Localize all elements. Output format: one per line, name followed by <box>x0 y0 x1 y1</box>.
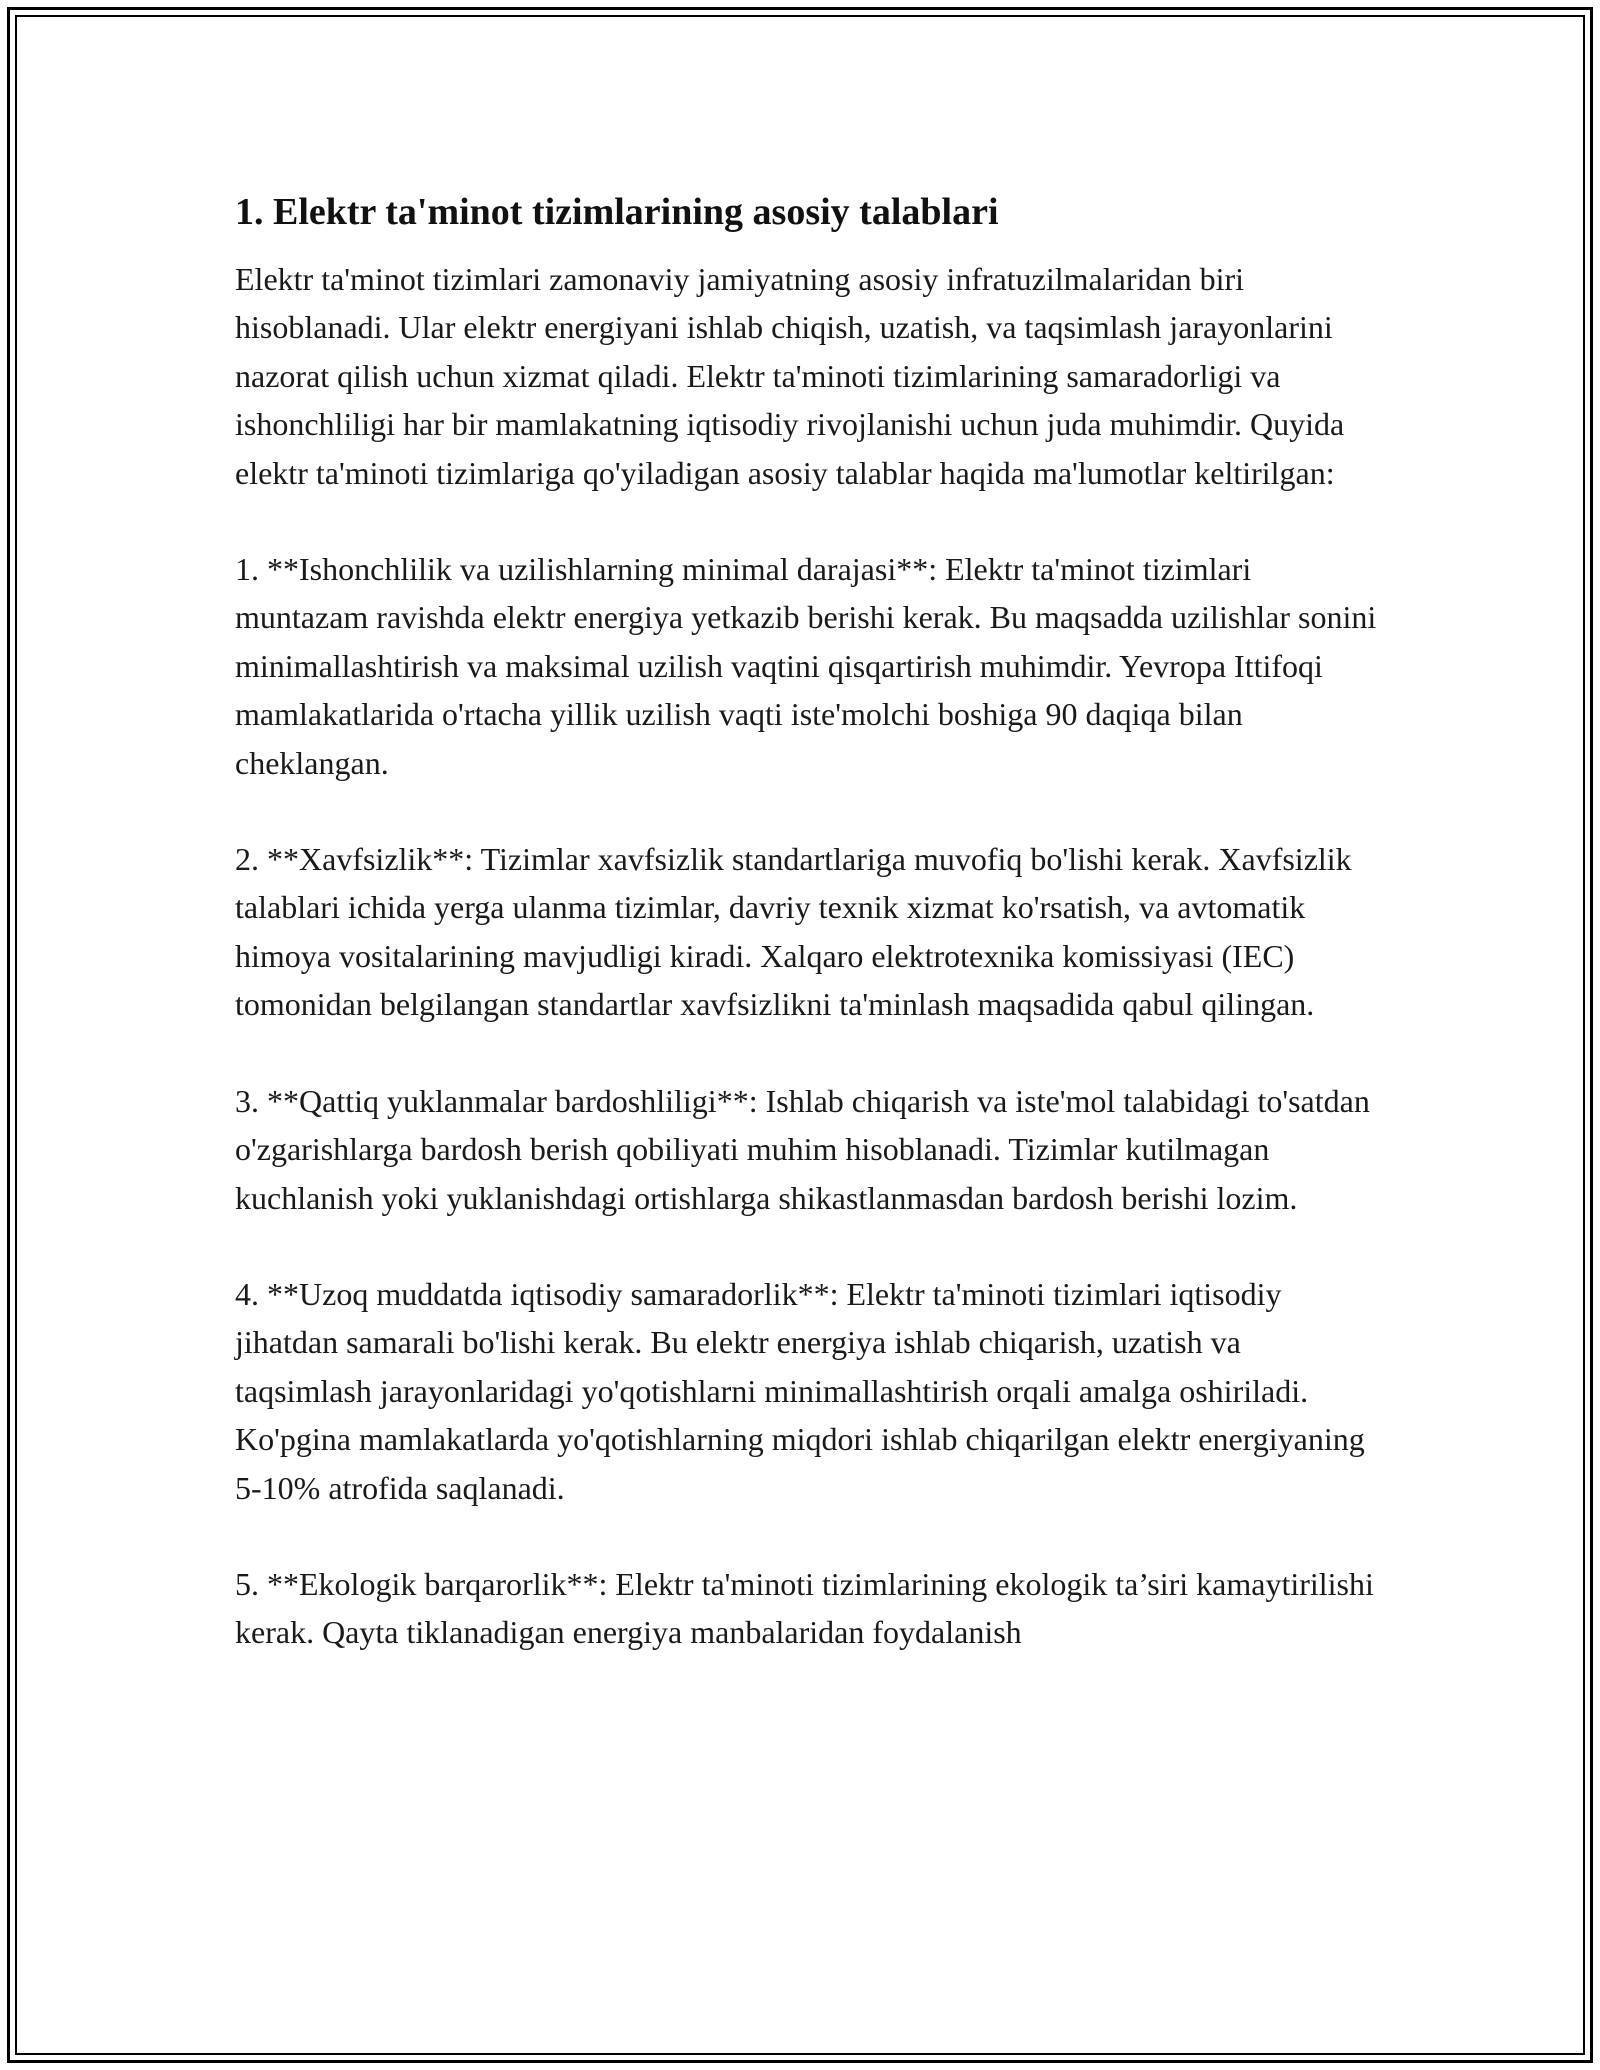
requirement-ecological-paragraph: 5. **Ekologik barqarorlik**: Elektr ta'minoti tizimlarining ekologik ta’siri kamaytirilishi kerak. Qayta tiklanadigan energiya manbalaridan foydalanish <box>235 1565 1374 1651</box>
requirement-safety-paragraph: 2. **Xavfsizlik**: Tizimlar xavfsizlik standartlariga muvofiq bo'lishi kerak. Xavfsizlik talablari ichida yerga ulanma tizimlar, davriy texnik xizmat ko'rsatish, va avtomatik himoya vositalarining mavjudligi kiradi. Xalqaro elektrotexnika komissiyasi (IEC) tomonidan belgilangan standartlar xavfsizlikni ta'minlash maqsadida qabul qilingan. <box>235 841 1352 1023</box>
section-heading: 1. Elektr ta'minot tizimlarining asosiy talablari <box>235 191 999 233</box>
intro-paragraph: Elektr ta'minot tizimlari zamonaviy jamiyatning asosiy infratuzilmalaridan biri hisoblanadi. Ular elektr energiyani ishlab chiqish, uzatish, va taqsimlash jarayonlarini nazorat qilish uchun xizmat qiladi. Elektr ta'minoti tizimlarining samaradorligi va ishonchliligi har bir mamlakatning iqtisodiy rivojlanishi uchun juda muhimdir. Quyida elektr ta'minoti tizimlariga qo'yiladigan asosiy talablar haqida ma'lumotlar keltirilgan: <box>235 261 1345 491</box>
requirement-economic-efficiency-paragraph: 4. **Uzoq muddatda iqtisodiy samaradorlik**: Elektr ta'minoti tizimlari iqtisodiy jihatdan samarali bo'lishi kerak. Bu elektr energiya ishlab chiqarish, uzatish va taqsimlash jarayonlaridagi yo'qotishlarni minimallashtirish orqali amalga oshiriladi. Ko'pgina mamlakatlarda yo'qotishlarning miqdori ishlab chiqarilgan elektr energiyaning 5-10% atrofida saqlanadi. <box>235 1275 1365 1506</box>
document-content <box>235 186 1385 1705</box>
requirement-reliability-paragraph: 1. **Ishonchlilik va uzilishlarning minimal darajasi**: Elektr ta'minot tizimlari muntazam ravishda elektr energiya yetkazib berishi kerak. Bu maqsadda uzilishlar sonini minimallashtirish va maksimal uzilish vaqtini qisqartirish muhimdir. Yevropa Ittifoqi mamlakatlarida o'rtacha yillik uzilish vaqti iste'molchi boshiga 90 daqiqa bilan cheklangan. <box>235 551 1377 781</box>
requirement-load-resilience-paragraph: 3. **Qattiq yuklanmalar bardoshliligi**: Ishlab chiqarish va iste'mol talabidagi to'satdan o'zgarishlarga bardosh berish qobiliyati muhim hisoblanadi. Tizimlar kutilmagan kuchlanish yoki yuklanishdagi ortishlarga shikastlanmasdan bardosh berishi lozim. <box>235 1082 1370 1216</box>
document-body <box>235 255 1385 1657</box>
